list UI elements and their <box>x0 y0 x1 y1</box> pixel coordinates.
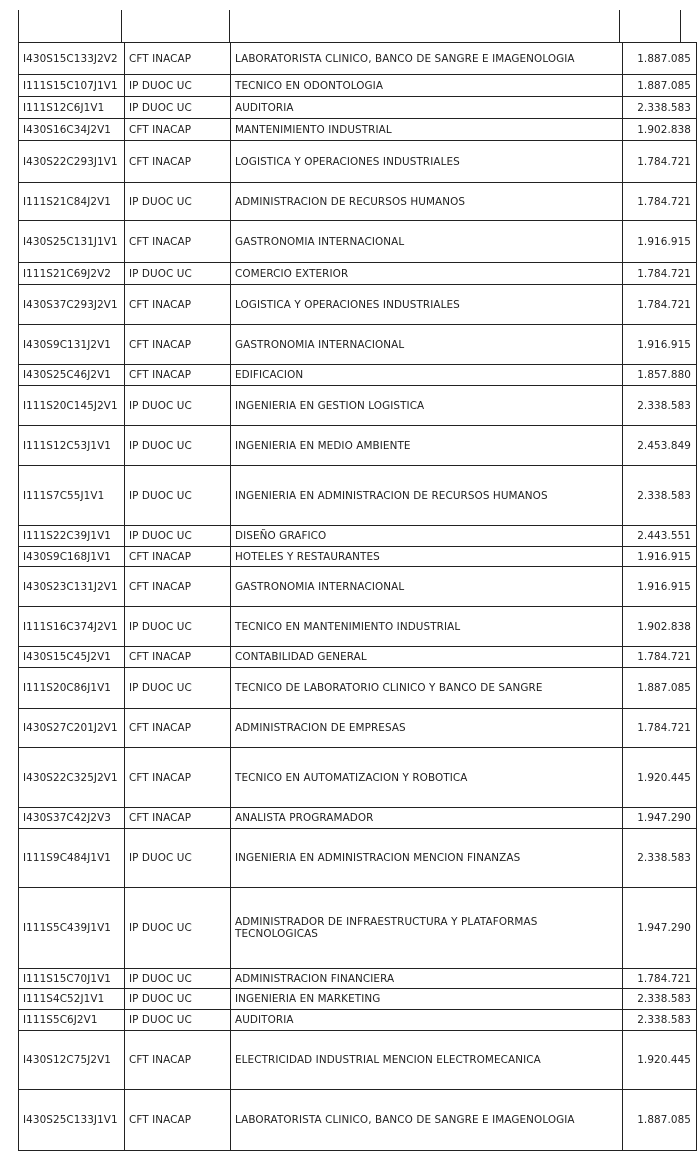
institution-name: CFT INACAP <box>125 43 231 75</box>
career-name: ADMINISTRACION FINANCIERA <box>231 969 623 989</box>
career-name: TECNICO EN MANTENIMIENTO INDUSTRIAL <box>231 607 623 647</box>
amount-value: 1.887.085 <box>623 43 697 75</box>
institution-name: IP DUOC UC <box>125 183 231 221</box>
institution-name: IP DUOC UC <box>125 426 231 466</box>
career-code: I430S16C34J2V1 <box>19 119 125 141</box>
career-name: ADMINISTRACION DE EMPRESAS <box>231 709 623 748</box>
amount-value: 1.887.085 <box>623 75 697 97</box>
amount-value: 2.338.583 <box>623 466 697 526</box>
institution-name: IP DUOC UC <box>125 888 231 969</box>
career-name: TECNICO EN AUTOMATIZACION Y ROBOTICA <box>231 748 623 808</box>
career-name: ELECTRICIDAD INDUSTRIAL MENCION ELECTROMECANICA <box>231 1031 623 1090</box>
career-name: AUDITORIA <box>231 97 623 119</box>
table-row <box>19 466 697 526</box>
amount-value: 1.784.721 <box>623 709 697 748</box>
institution-name: CFT INACAP <box>125 647 231 668</box>
institution-name: IP DUOC UC <box>125 466 231 526</box>
career-name: LABORATORISTA CLINICO, BANCO DE SANGRE E IMAGENOLOGIA <box>231 1090 623 1151</box>
amount-value: 1.784.721 <box>623 969 697 989</box>
career-funding-table <box>18 42 697 1151</box>
institution-name: IP DUOC UC <box>125 829 231 888</box>
institution-name: CFT INACAP <box>125 285 231 325</box>
career-code: I430S9C168J1V1 <box>19 547 125 567</box>
career-name: DISEÑO GRAFICO <box>231 526 623 547</box>
table-row <box>19 647 697 668</box>
table-row <box>19 43 697 75</box>
career-name: ANALISTA PROGRAMADOR <box>231 808 623 829</box>
table-row <box>19 119 697 141</box>
career-name: LABORATORISTA CLINICO, BANCO DE SANGRE E IMAGENOLOGIA <box>231 43 623 75</box>
career-code: I111S21C84J2V1 <box>19 183 125 221</box>
career-name: INGENIERIA EN ADMINISTRACION MENCION FINANZAS <box>231 829 623 888</box>
career-name: GASTRONOMIA INTERNACIONAL <box>231 325 623 365</box>
career-code: I111S12C53J1V1 <box>19 426 125 466</box>
table-row <box>19 183 697 221</box>
career-name: EDIFICACION <box>231 365 623 386</box>
institution-name: CFT INACAP <box>125 221 231 263</box>
table-border-continuation <box>619 10 620 42</box>
career-name: INGENIERIA EN GESTION LOGISTICA <box>231 386 623 426</box>
institution-name: CFT INACAP <box>125 1031 231 1090</box>
table-row <box>19 748 697 808</box>
table-row <box>19 888 697 969</box>
institution-name: IP DUOC UC <box>125 526 231 547</box>
institution-name: CFT INACAP <box>125 567 231 607</box>
career-name: INGENIERIA EN ADMINISTRACION DE RECURSOS HUMANOS <box>231 466 623 526</box>
career-name: ADMINISTRADOR DE INFRAESTRUCTURA Y PLATAFORMAS TECNOLOGICAS <box>231 888 623 969</box>
amount-value: 1.784.721 <box>623 647 697 668</box>
institution-name: CFT INACAP <box>125 808 231 829</box>
career-code: I111S7C55J1V1 <box>19 466 125 526</box>
career-code: I430S23C131J2V1 <box>19 567 125 607</box>
table-row <box>19 263 697 285</box>
career-name: GASTRONOMIA INTERNACIONAL <box>231 567 623 607</box>
career-code: I430S9C131J2V1 <box>19 325 125 365</box>
table-border-continuation <box>229 10 230 42</box>
institution-name: IP DUOC UC <box>125 75 231 97</box>
table-row <box>19 829 697 888</box>
institution-name: CFT INACAP <box>125 547 231 567</box>
institution-name: IP DUOC UC <box>125 969 231 989</box>
career-code: I430S22C293J1V1 <box>19 141 125 183</box>
career-code: I430S25C131J1V1 <box>19 221 125 263</box>
career-name: LOGISTICA Y OPERACIONES INDUSTRIALES <box>231 141 623 183</box>
table-row <box>19 426 697 466</box>
institution-name: CFT INACAP <box>125 748 231 808</box>
institution-name: IP DUOC UC <box>125 607 231 647</box>
amount-value: 1.902.838 <box>623 607 697 647</box>
amount-value: 1.784.721 <box>623 263 697 285</box>
table-row <box>19 97 697 119</box>
amount-value: 1.916.915 <box>623 221 697 263</box>
career-code: I111S20C145J2V1 <box>19 386 125 426</box>
career-code: I430S15C45J2V1 <box>19 647 125 668</box>
career-code: I111S4C52J1V1 <box>19 989 125 1010</box>
career-name: COMERCIO EXTERIOR <box>231 263 623 285</box>
amount-value: 1.902.838 <box>623 119 697 141</box>
career-name: AUDITORIA <box>231 1010 623 1031</box>
amount-value: 1.857.880 <box>623 365 697 386</box>
table-row <box>19 325 697 365</box>
career-name: HOTELES Y RESTAURANTES <box>231 547 623 567</box>
career-name: ADMINISTRACION DE RECURSOS HUMANOS <box>231 183 623 221</box>
career-code: I111S12C6J1V1 <box>19 97 125 119</box>
table-row <box>19 285 697 325</box>
table-row <box>19 547 697 567</box>
amount-value: 1.916.915 <box>623 567 697 607</box>
table-row <box>19 75 697 97</box>
amount-value: 2.453.849 <box>623 426 697 466</box>
table-row <box>19 989 697 1010</box>
career-name: GASTRONOMIA INTERNACIONAL <box>231 221 623 263</box>
table-row <box>19 969 697 989</box>
amount-value: 2.338.583 <box>623 1010 697 1031</box>
career-name: INGENIERIA EN MEDIO AMBIENTE <box>231 426 623 466</box>
career-code: I111S5C6J2V1 <box>19 1010 125 1031</box>
amount-value: 2.443.551 <box>623 526 697 547</box>
career-name: CONTABILIDAD GENERAL <box>231 647 623 668</box>
table-row <box>19 221 697 263</box>
career-name: MANTENIMIENTO INDUSTRIAL <box>231 119 623 141</box>
career-code: I430S12C75J2V1 <box>19 1031 125 1090</box>
institution-name: CFT INACAP <box>125 365 231 386</box>
institution-name: CFT INACAP <box>125 325 231 365</box>
career-code: I111S9C484J1V1 <box>19 829 125 888</box>
institution-name: CFT INACAP <box>125 141 231 183</box>
table-row <box>19 1031 697 1090</box>
career-code: I430S27C201J2V1 <box>19 709 125 748</box>
institution-name: CFT INACAP <box>125 1090 231 1151</box>
career-code: I111S15C107J1V1 <box>19 75 125 97</box>
table-row <box>19 668 697 709</box>
table-border-continuation <box>680 10 681 42</box>
career-name: INGENIERIA EN MARKETING <box>231 989 623 1010</box>
amount-value: 2.338.583 <box>623 829 697 888</box>
amount-value: 2.338.583 <box>623 989 697 1010</box>
career-code: I430S22C325J2V1 <box>19 748 125 808</box>
amount-value: 1.947.290 <box>623 888 697 969</box>
amount-value: 2.338.583 <box>623 97 697 119</box>
amount-value: 1.784.721 <box>623 285 697 325</box>
amount-value: 1.916.915 <box>623 547 697 567</box>
institution-name: IP DUOC UC <box>125 97 231 119</box>
amount-value: 1.947.290 <box>623 808 697 829</box>
table-row <box>19 365 697 386</box>
institution-name: IP DUOC UC <box>125 263 231 285</box>
amount-value: 1.916.915 <box>623 325 697 365</box>
career-code: I111S5C439J1V1 <box>19 888 125 969</box>
career-code: I111S15C70J1V1 <box>19 969 125 989</box>
career-code: I430S25C133J1V1 <box>19 1090 125 1151</box>
career-code: I430S25C46J2V1 <box>19 365 125 386</box>
table-row <box>19 709 697 748</box>
table-border-continuation <box>18 10 19 42</box>
career-code: I111S16C374J2V1 <box>19 607 125 647</box>
career-code: I430S37C42J2V3 <box>19 808 125 829</box>
table-row <box>19 567 697 607</box>
table-row <box>19 808 697 829</box>
table-row <box>19 141 697 183</box>
table-border-continuation <box>121 10 122 42</box>
table-row <box>19 386 697 426</box>
amount-value: 1.887.085 <box>623 1090 697 1151</box>
amount-value: 1.887.085 <box>623 668 697 709</box>
table-row <box>19 607 697 647</box>
institution-name: CFT INACAP <box>125 119 231 141</box>
career-name: TECNICO DE LABORATORIO CLINICO Y BANCO DE SANGRE <box>231 668 623 709</box>
amount-value: 1.920.445 <box>623 748 697 808</box>
institution-name: IP DUOC UC <box>125 668 231 709</box>
institution-name: CFT INACAP <box>125 709 231 748</box>
amount-value: 1.920.445 <box>623 1031 697 1090</box>
institution-name: IP DUOC UC <box>125 989 231 1010</box>
career-name: LOGISTICA Y OPERACIONES INDUSTRIALES <box>231 285 623 325</box>
career-name: TECNICO EN ODONTOLOGIA <box>231 75 623 97</box>
table-row <box>19 526 697 547</box>
institution-name: IP DUOC UC <box>125 386 231 426</box>
institution-name: IP DUOC UC <box>125 1010 231 1031</box>
career-code: I111S20C86J1V1 <box>19 668 125 709</box>
amount-value: 1.784.721 <box>623 141 697 183</box>
career-code: I111S22C39J1V1 <box>19 526 125 547</box>
amount-value: 2.338.583 <box>623 386 697 426</box>
career-code: I111S21C69J2V2 <box>19 263 125 285</box>
career-code: I430S15C133J2V2 <box>19 43 125 75</box>
table-row <box>19 1010 697 1031</box>
career-code: I430S37C293J2V1 <box>19 285 125 325</box>
table-row <box>19 1090 697 1151</box>
amount-value: 1.784.721 <box>623 183 697 221</box>
